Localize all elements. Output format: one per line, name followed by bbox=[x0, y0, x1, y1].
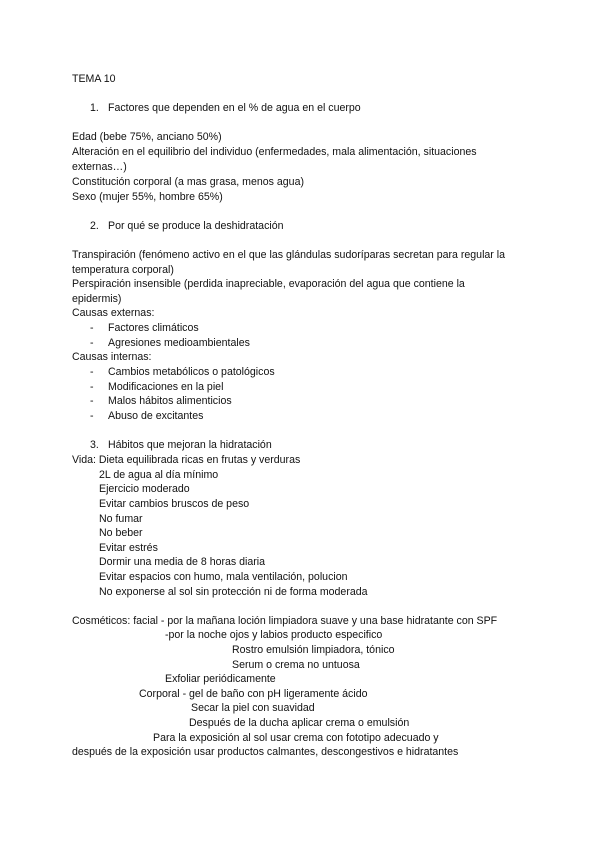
causas-internas-label: Causas internas: bbox=[72, 351, 152, 363]
section-2-heading: Por qué se produce la deshidratación bbox=[108, 220, 284, 232]
cosmeticos-line: -por la noche ojos y labios producto especifico bbox=[165, 629, 383, 641]
vida-item: Evitar espacios con humo, mala ventilación, polucion bbox=[99, 571, 348, 583]
cosmeticos-line: Para la exposición al sol usar crema con fototipo adecuado y bbox=[153, 732, 439, 744]
vida-item: No beber bbox=[99, 527, 143, 539]
vida-item: No exponerse al sol sin protección ni de forma moderada bbox=[99, 586, 368, 598]
list-item: Agresiones medioambientales bbox=[108, 337, 250, 349]
list-bullet: - bbox=[90, 381, 94, 393]
list-item: Factores climáticos bbox=[108, 322, 199, 334]
vida-item: Ejercicio moderado bbox=[99, 483, 190, 495]
section-2-line: temperatura corporal) bbox=[72, 264, 174, 276]
cosmeticos-line: Rostro emulsión limpiadora, tónico bbox=[232, 644, 395, 656]
section-3-heading: Hábitos que mejoran la hidratación bbox=[108, 439, 272, 451]
vida-item: Dormir una media de 8 horas diaria bbox=[99, 556, 266, 568]
page-title: TEMA 10 bbox=[72, 73, 116, 85]
list-item: Abuso de excitantes bbox=[108, 410, 204, 422]
section-2-line: Perspiración insensible (perdida inapreciable, evaporación del agua que contiene la bbox=[72, 278, 465, 290]
vida-item: Evitar estrés bbox=[99, 542, 158, 554]
cosmeticos-line: Cosméticos: facial - por la mañana loción limpiadora suave y una base hidratante con SPF bbox=[72, 615, 498, 627]
list-item: Malos hábitos alimenticios bbox=[108, 395, 232, 407]
section-2-line: Transpiración (fenómeno activo en el que las glándulas sudoríparas secretan para regular la bbox=[72, 249, 506, 261]
list-bullet: - bbox=[90, 366, 94, 378]
list-bullet: - bbox=[90, 322, 94, 334]
section-2-number: 2. bbox=[90, 220, 99, 232]
section-1-line: Alteración en el equilibrio del individuo (enfermedades, mala alimentación, situaciones bbox=[72, 146, 477, 158]
cosmeticos-line: Después de la ducha aplicar crema o emulsión bbox=[189, 717, 410, 729]
cosmeticos-line: Secar la piel con suavidad bbox=[191, 702, 315, 714]
list-bullet: - bbox=[90, 410, 94, 422]
cosmeticos-line: Serum o crema no untuosa bbox=[232, 659, 360, 671]
section-1-line: externas…) bbox=[72, 161, 127, 173]
vida-item: 2L de agua al día mínimo bbox=[99, 469, 219, 481]
section-1-line: Constitución corporal (a mas grasa, menos agua) bbox=[72, 176, 304, 188]
cosmeticos-line: después de la exposición usar productos calmantes, descongestivos e hidratantes bbox=[72, 746, 459, 758]
causas-externas-label: Causas externas: bbox=[72, 307, 155, 319]
section-1-number: 1. bbox=[90, 102, 99, 114]
section-1-heading: Factores que dependen en el % de agua en el cuerpo bbox=[108, 102, 361, 114]
list-item: Modificaciones en la piel bbox=[108, 381, 224, 393]
vida-line: Vida: Dieta equilibrada ricas en frutas y verduras bbox=[72, 454, 301, 466]
section-1-line: Edad (bebe 75%, anciano 50%) bbox=[72, 131, 222, 143]
cosmeticos-line: Corporal - gel de baño con pH ligeramente ácido bbox=[139, 688, 368, 700]
section-2-line: epidermis) bbox=[72, 293, 122, 305]
vida-item: No fumar bbox=[99, 513, 143, 525]
cosmeticos-line: Exfoliar periódicamente bbox=[165, 673, 276, 685]
vida-item: Evitar cambios bruscos de peso bbox=[99, 498, 250, 510]
list-item: Cambios metabólicos o patológicos bbox=[108, 366, 275, 378]
section-1-line: Sexo (mujer 55%, hombre 65%) bbox=[72, 191, 223, 203]
section-3-number: 3. bbox=[90, 439, 99, 451]
list-bullet: - bbox=[90, 395, 94, 407]
list-bullet: - bbox=[90, 337, 94, 349]
